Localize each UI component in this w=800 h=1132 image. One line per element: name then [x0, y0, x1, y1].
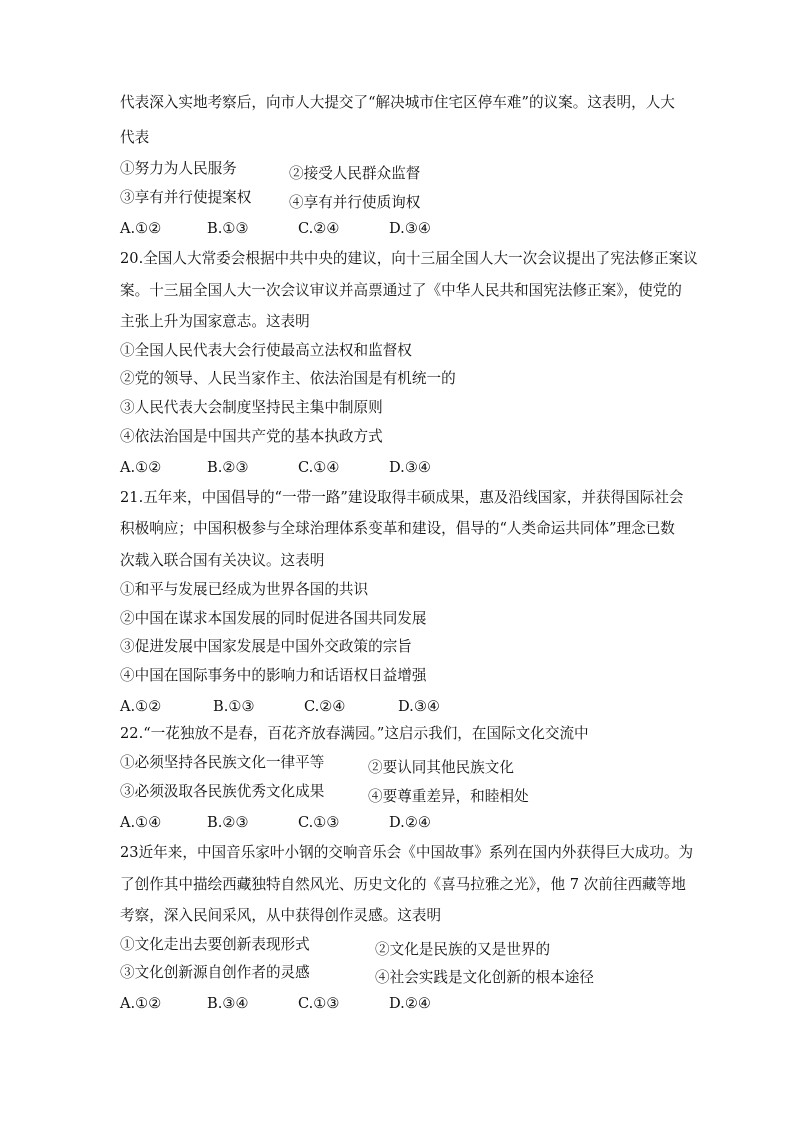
q22-choice-a: A.①④ [120, 814, 162, 831]
q22-option-3: ③必须汲取各民族优秀文化成果 [120, 783, 325, 800]
q19-choice-c: C.②④ [298, 220, 340, 237]
q22-choice-d: D.②④ [389, 814, 431, 831]
q23-option-3: ③文化创新源自创作者的灵感 [120, 964, 310, 981]
q23-choice-c: C.①③ [298, 995, 340, 1012]
q23-stem-line-1: 23近年来，中国音乐家叶小钢的交响音乐会《中国故事》系列在国内外获得巨大成功。为 [120, 844, 694, 861]
q19-choice-b: B.①③ [207, 220, 249, 237]
q23-option-1: ①文化走出去要创新表现形式 [120, 936, 310, 953]
q23-option-2: ②文化是民族的又是世界的 [375, 941, 551, 958]
q20-choice-c: C.①④ [298, 459, 340, 476]
q23-option-4: ④社会实践是文化创新的根本途径 [375, 969, 594, 986]
q21-option-3: ③促进发展中国家发展是中国外交政策的宗旨 [120, 638, 412, 655]
q23-choice-a: A.①② [120, 995, 162, 1012]
q21-choice-b: B.①③ [213, 698, 255, 715]
q21-stem-line-1: 21.五年来，中国倡导的“一带一路”建设取得丰硕成果，惠及沿线国家，并获得国际社会 [120, 489, 684, 506]
q23-stem-line-3: 考察，深入民间采风，从中获得创作灵感。这表明 [120, 907, 442, 924]
q21-choice-c: C.②④ [304, 698, 346, 715]
q20-choice-d: D.③④ [389, 459, 431, 476]
q22-choice-c: C.①③ [298, 814, 340, 831]
q20-choice-a: A.①② [120, 459, 162, 476]
q22-choice-b: B.②③ [207, 814, 249, 831]
q22-option-1: ①必须坚持各民族文化一律平等 [120, 754, 325, 771]
q21-choice-a: A.①② [120, 698, 162, 715]
q20-option-4: ④依法治国是中国共产党的基本执政方式 [120, 428, 383, 445]
q19-option-2: ②接受人民群众监督 [289, 165, 421, 182]
q21-option-1: ①和平与发展已经成为世界各国的共识 [120, 581, 369, 598]
q23-choice-b: B.③④ [207, 995, 249, 1012]
q20-stem-line-2: 案。十三届全国人大一次会议审议并高票通过了《中华人民共和国宪法修正案》，使党的 [120, 282, 682, 299]
q20-option-1: ①全国人民代表大会行使最高立法权和监督权 [120, 342, 412, 359]
q20-stem-line-3: 主张上升为国家意志。这表明 [120, 313, 310, 330]
q21-stem-line-3: 次载入联合国有关决议。这表明 [120, 552, 325, 569]
q20-choice-b: B.②③ [207, 459, 249, 476]
q19-stem-line-1: 代表深入实地考察后，向市人大提交了“解决城市住宅区停车难”的议案。这表明，人大 [120, 94, 675, 111]
q19-stem-line-2: 代表 [120, 129, 150, 146]
q19-option-4: ④享有并行使质询权 [289, 194, 421, 211]
q21-option-4: ④中国在国际事务中的影响力和话语权日益增强 [120, 667, 427, 684]
q19-choice-a: A.①② [120, 220, 162, 237]
q21-choice-d: D.③④ [398, 698, 440, 715]
q20-stem-line-1: 20.全国人大常委会根据中共中央的建议，向十三届全国人大一次会议提出了宪法修正案议 [120, 250, 698, 267]
q22-stem-line-1: 22.“一花独放不是春，百花齐放春满园。”这启示我们，在国际文化交流中 [120, 725, 589, 742]
q23-stem-line-2: 了创作其中描绘西藏独特自然风光、历史文化的《喜马拉雅之光》，他 7 次前往西藏等地 [120, 876, 686, 893]
q20-option-3: ③人民代表大会制度坚持民主集中制原则 [120, 399, 383, 416]
q22-option-2: ②要认同其他民族文化 [368, 759, 514, 776]
q19-option-3: ③享有并行使提案权 [120, 189, 252, 206]
q21-option-2: ②中国在谋求本国发展的同时促进各国共同发展 [120, 610, 427, 627]
q23-choice-d: D.②④ [389, 995, 431, 1012]
q21-stem-line-2: 积极响应；中国积极参与全球治理体系变革和建设，倡导的“人类命运共同体”理念已数 [120, 520, 675, 537]
q22-option-4: ④要尊重差异，和睦相处 [368, 788, 529, 805]
q19-option-1: ①努力为人民服务 [120, 160, 237, 177]
q20-option-2: ②党的领导、人民当家作主、依法治国是有机统一的 [120, 370, 456, 387]
q19-choice-d: D.③④ [389, 220, 431, 237]
